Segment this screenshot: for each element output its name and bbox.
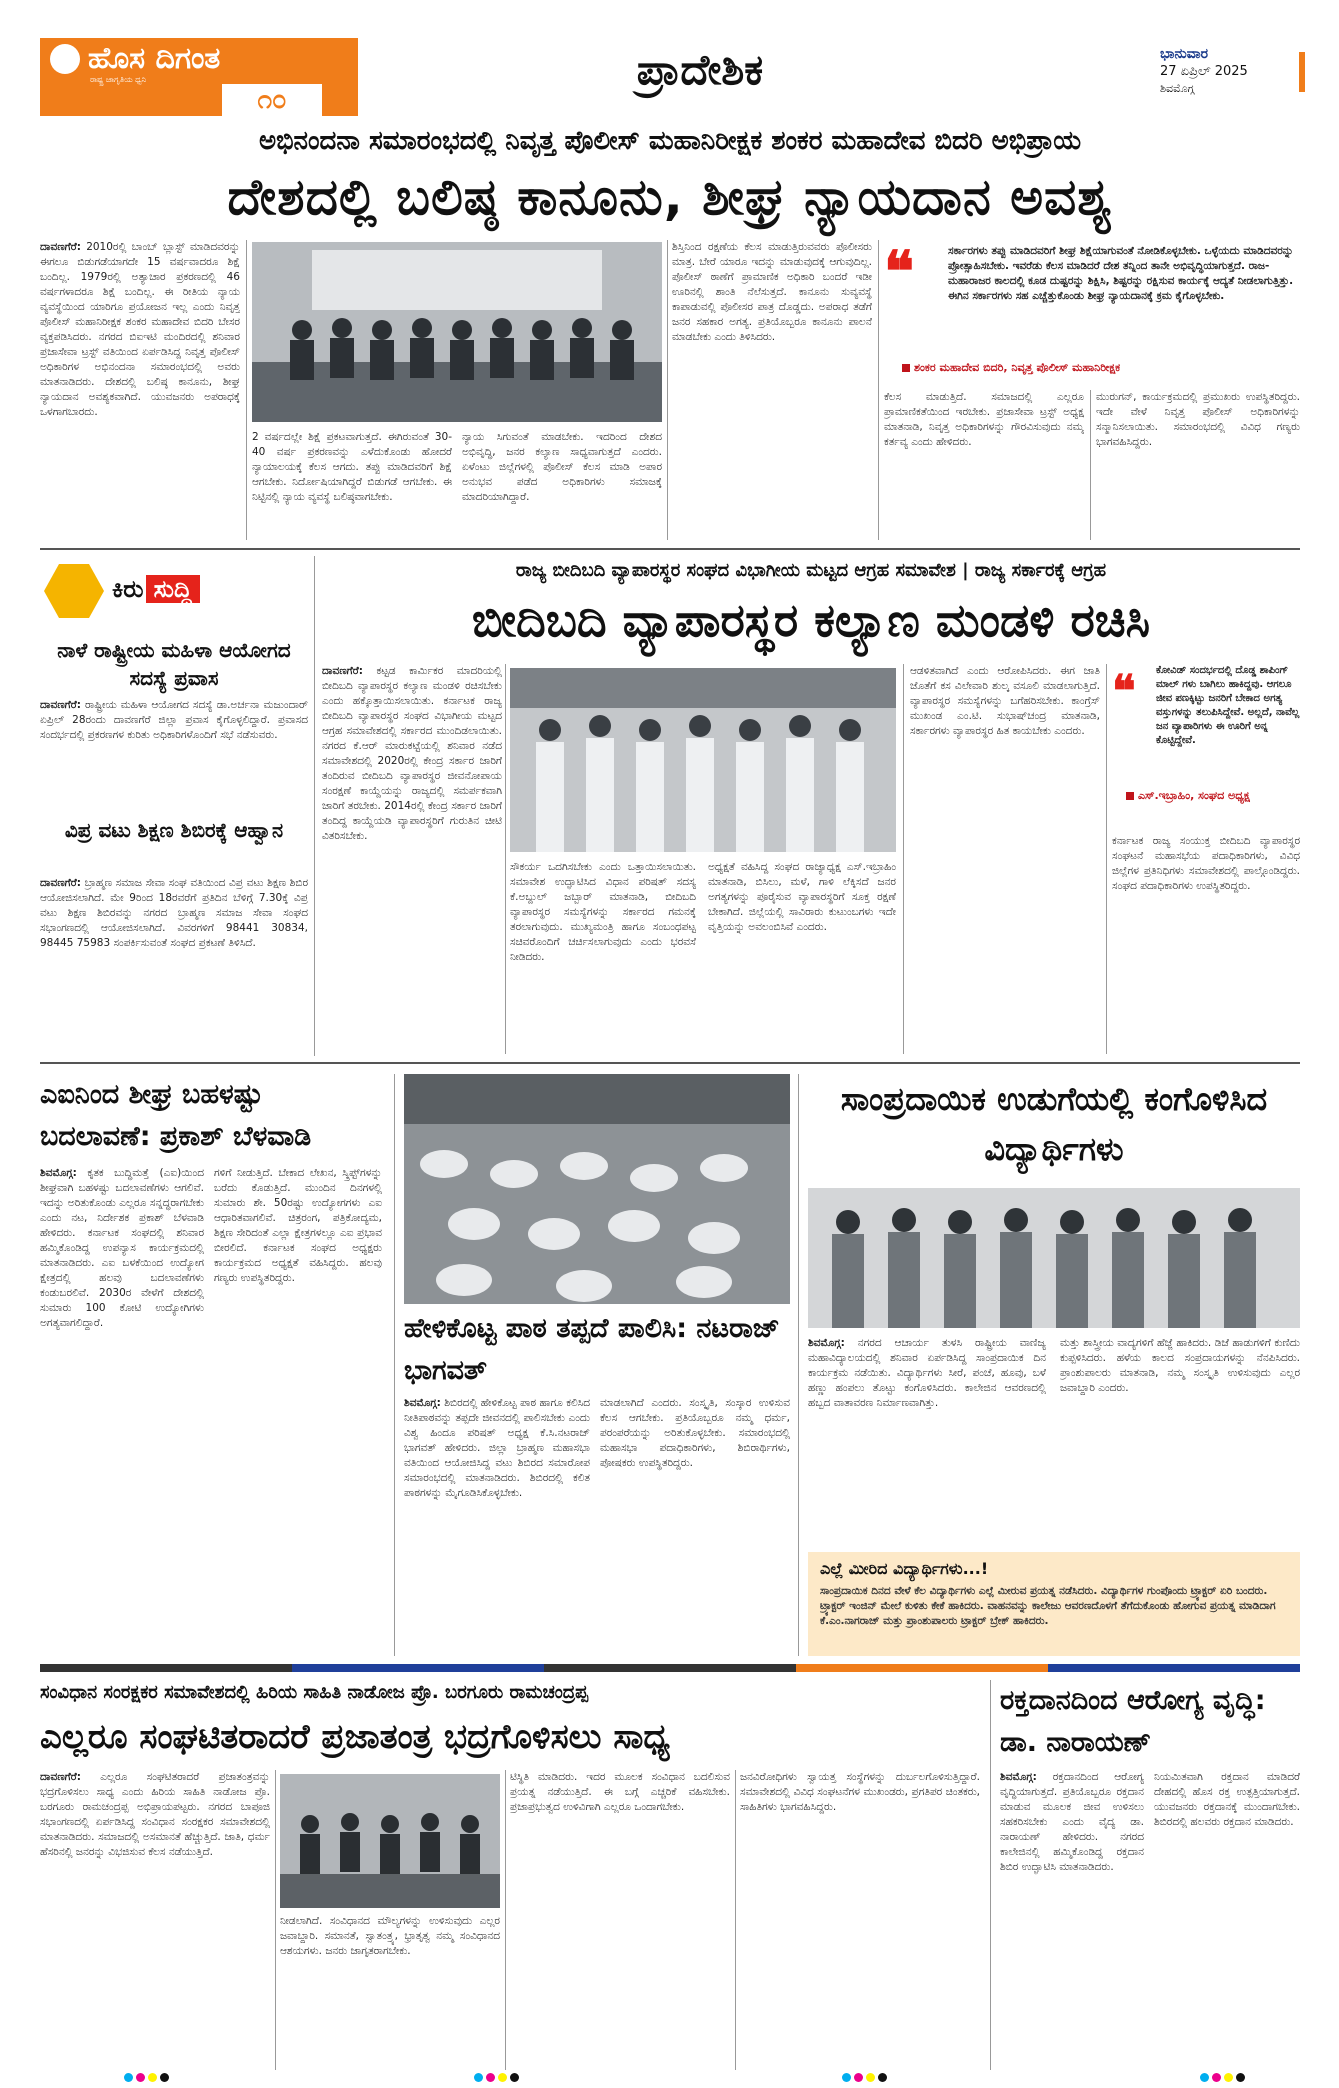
- vendor-column-3: [708, 860, 896, 1054]
- vendor-col4-text: ಆಡಳಿತವಾಗಿದೆ ಎಂದು ಆರೋಪಿಸಿದರು. ಈಗ ಜಾತಿ ಜೊತೆಗೆ ಕಸ ವಿಲೇವಾರಿ ಶುಲ್ಕ ವಸೂಲಿ ಮಾಡಲಾಗುತ್ತಿದೆ. ವ್ಯಾಪಾರಸ್ಥರ ಸಮಸ್ಯೆಗಳನ್ನು ಬಗೆಹರಿಸಬೇಕು. ಕಾಂಗ್ರೆಸ್ ಮುಖಂಡ ಎಂ.ಟಿ. ಸುಭಾಷ್‌ಚಂದ್ರ ಮಾತನಾಡಿ, ಸರ್ಕಾರಗಳು ವ್ಯಾಪಾರಸ್ಥರ ಹಿತ ಕಾಯಬೇಕು ಎಂದರು.: [910, 665, 1100, 737]
- lead-dateline: ದಾವಣಗೆರೆ:: [40, 241, 81, 253]
- logo-emblem-icon: [50, 44, 80, 74]
- heli-column-2: [600, 1396, 790, 1656]
- section-divider: [40, 548, 1300, 550]
- corner-accent: [1299, 52, 1305, 92]
- ai-dateline: ಶಿವಮೊಗ್ಗ:: [40, 1167, 77, 1179]
- vendor-col1-text: ಕಟ್ಟಡ ಕಾರ್ಮಿಕರ ಮಾದರಿಯಲ್ಲಿ ಬೀದಿಬದಿ ವ್ಯಾಪಾರಸ್ಥರ ಕಲ್ಯಾಣ ಮಂಡಳಿ ರಚಿಸಬೇಕು ಎಂದು ಹಕ್ಕೊತ್ತಾಯಿಸಲಾಯಿತು. ಕರ್ನಾಟಕ ರಾಜ್ಯ ಬೀದಿಬದಿ ವ್ಯಾಪಾರಸ್ಥರ ಸಂಘದ ವಿಭಾಗೀಯ ಮಟ್ಟದ ಆಗ್ರಹ ಸಮಾವೇಶದಲ್ಲಿ ಸರ್ಕಾರದ ಮುಂದಿಡಲಾಯಿತು. ನಗರದ ಕೆ.ಆರ್ ಮಾರುಕಟ್ಟೆಯಲ್ಲಿ ಶನಿವಾರ ನಡೆದ ಸಮಾವೇಶದಲ್ಲಿ 2020ರಲ್ಲಿ ಕೇಂದ್ರ ಸರ್ಕಾರ ಜಾರಿಗೆ ತಂದಿರುವ ಬೀದಿಬದಿ ವ್ಯಾಪಾರಸ್ಥರ ಜೀವನೋಪಾಯ ಸಂರಕ್ಷಣೆ ಕಾಯ್ದೆಯನ್ನು ರಾಜ್ಯದಲ್ಲಿ ಸಮರ್ಪಕವಾಗಿ ಜಾರಿಗೆ ತರಬೇಕು. 2014ರಲ್ಲಿ ಕೇಂದ್ರ ಸರ್ಕಾರ ಜಾರಿಗೆ ತಂದಿದ್ದ ಕಾಯ್ದೆಯಡಿ ವ್ಯಾಪಾರಸ್ಥರಿಗೆ ಗುರುತಿನ ಚೀಟಿ ವಿತರಿಸಬೇಕು.: [322, 665, 502, 842]
- logo-text: ಹೊಸ ದಿಗಂತ: [88, 41, 221, 76]
- byline-marker-icon: [1126, 792, 1134, 800]
- ai-column-2: [214, 1166, 382, 1656]
- rakta-headline: ರಕ್ತದಾನದಿಂದ ಆರೋಗ್ಯ ವೃದ್ಧಿ: ಡಾ. ನಾರಾಯಣ್: [1000, 1685, 1266, 1758]
- color-band: [40, 1664, 1300, 1672]
- column-divider: [735, 1770, 736, 2070]
- vendor-column-1: [322, 664, 502, 1054]
- heli-photo: [404, 1074, 790, 1304]
- vendor-column-2: [510, 860, 696, 1054]
- vendor-quote-byline: [1126, 788, 1300, 803]
- kiru-suddi-box: [40, 556, 308, 1056]
- logo-tagline: ರಾಷ್ಟ್ರ ಜಾಗೃತಿಯ ಧ್ವನಿ: [90, 75, 147, 84]
- sampra-column-1: [808, 1336, 1046, 1546]
- lead-col3-text: ನ್ಯಾಯ ಸಿಗುವಂತೆ ಮಾಡಬೇಕು. ಇದರಿಂದ ದೇಶದ ಅಭಿವೃದ್ಧಿ, ಜನರ ಕಲ್ಯಾಣ ಸಾಧ್ಯವಾಗುತ್ತದೆ ಎಂದರು. ಏಳೆಂಟು ಜಿಲ್ಲೆಗಳಲ್ಲಿ ಪೊಲೀಸ್ ಕೆಲಸ ಮಾಡಿ ಅಪಾರ ಅನುಭವ ಪಡೆದ ಅಧಿಕಾರಿಗಳು ಸಮಾಜಕ್ಕೆ ಮಾದರಿಯಾಗಿದ್ದಾರೆ.: [462, 431, 662, 503]
- vendor-col2-text: ಸೌಕರ್ಯ ಒದಗಿಸಬೇಕು ಎಂದು ಒತ್ತಾಯಿಸಲಾಯಿತು. ಸಮಾವೇಶ ಉದ್ಘಾಟಿಸಿದ ವಿಧಾನ ಪರಿಷತ್ ಸದಸ್ಯ ಕೆ.ಅಬ್ದುಲ್ ಜಬ್ಬಾರ್ ಮಾತನಾಡಿ, ಬೀದಿಬದಿ ವ್ಯಾಪಾರಸ್ಥರ ಸಮಸ್ಯೆಗಳನ್ನು ಸರ್ಕಾರದ ಗಮನಕ್ಕೆ ತರಲಾಗುವುದು. ಮುಖ್ಯಮಂತ್ರಿ ಹಾಗೂ ಸಂಬಂಧಪಟ್ಟ ಸಚಿವರೊಂದಿಗೆ ಚರ್ಚಿಸಲಾಗುವುದು ಎಂದು ಭರವಸೆ ನೀಡಿದರು.: [510, 861, 696, 963]
- ai-col2-text: ಗಳಿಗೆ ನೀಡುತ್ತಿದೆ. ಬೇಕಾದ ಲೇಖನ, ಸ್ಕ್ರಿಪ್ಟ್‌ಗಳನ್ನು ಬರೆದು ಕೊಡುತ್ತಿದೆ. ಮುಂದಿನ ದಿನಗಳಲ್ಲಿ ಸುಮಾರು ಶೇ. 50ರಷ್ಟು ಉದ್ಯೋಗಗಳು ಎಐ ಆಧಾರಿತವಾಗಲಿವೆ. ಚಿತ್ರರಂಗ, ಪತ್ರಿಕೋದ್ಯಮ, ಶಿಕ್ಷಣ ಸೇರಿದಂತೆ ಎಲ್ಲಾ ಕ್ಷೇತ್ರಗಳಲ್ಲೂ ಎಐ ಪ್ರಭಾವ ಬೀರಲಿದೆ. ಕರ್ನಾಟಕ ಸಂಘದ ಅಧ್ಯಕ್ಷರು ಕಾರ್ಯಕ್ರಮದ ಅಧ್ಯಕ್ಷತೆ ವಹಿಸಿದ್ದರು. ಹಲವು ಗಣ್ಯರು ಉಪಸ್ಥಿತರಿದ್ದರು.: [214, 1167, 382, 1284]
- reg-dot: [1236, 2073, 1245, 2082]
- reg-dot: [486, 2073, 495, 2082]
- issue-city: ಶಿವಮೊಗ್ಗ: [1160, 82, 1195, 95]
- lead-quote-text: ಸರ್ಕಾರಗಳು ತಪ್ಪು ಮಾಡಿದವರಿಗೆ ಶೀಘ್ರ ಶಿಕ್ಷೆಯಾಗುವಂತೆ ನೋಡಿಕೊಳ್ಳಬೇಕು. ಒಳ್ಳೆಯದು ಮಾಡಿದವರನ್ನು ಪ್ರೋತ್ಸಾಹಿಸಬೇಕು. ಇವರೆಡು ಕೆಲಸ ಮಾಡಿದರೆ ದೇಶ ತನ್ನಿಂದ ತಾನೇ ಅಭಿವೃದ್ಧಿಯಾಗುತ್ತದೆ. ರಾಜ-ಮಹಾರಾಜರ ಕಾಲದಲ್ಲಿ ಕೂಡ ದುಷ್ಟರನ್ನು ಶಿಕ್ಷಿಸಿ, ಶಿಷ್ಟರನ್ನು ರಕ್ಷಿಸುವ ಕಾರ್ಯಕ್ಕೆ ಆದ್ಯತೆ ನೀಡಲಾಗುತ್ತಿತ್ತು. ಈಗಿನ ಸರ್ಕಾರಗಳು ಸಹ ಎಚ್ಚೆತ್ತುಕೊಂಡು ಶೀಘ್ರ ನ್ಯಾಯದಾನಕ್ಕೆ ಕ್ರಮ ಕೈಗೊಳ್ಳಬೇಕು.: [948, 245, 1294, 302]
- elli-box: [808, 1552, 1300, 1656]
- quote-mark-icon: ❝: [1112, 666, 1136, 717]
- lead-col5-text: ಕೆಲಸ ಮಾಡುತ್ತಿದೆ. ಸಮಾಜದಲ್ಲಿ ಎಲ್ಲರೂ ಪ್ರಾಮಾಣಿಕತೆಯಿಂದ ಇರಬೇಕು. ಪ್ರಜಾಸೇವಾ ಟ್ರಸ್ಟ್ ಅಧ್ಯಕ್ಷ ಮಾತನಾಡಿ, ನಿವೃತ್ತ ಅಧಿಕಾರಿಗಳನ್ನು ಗೌರವಿಸುವುದು ನಮ್ಮ ಕರ್ತವ್ಯ ಎಂದು ಹೇಳಿದರು.: [884, 391, 1084, 448]
- reg-dot: [474, 2073, 483, 2082]
- samvi-dateline: ದಾವಣಗೆರೆ:: [40, 1771, 81, 1783]
- column-divider: [394, 1074, 395, 1656]
- band-segment: [796, 1664, 1048, 1672]
- reg-dot: [136, 2073, 145, 2082]
- lead-column-3: [462, 430, 662, 540]
- lead-col6-text: ಮುರುಗನ್, ಕಾರ್ಯಕ್ರಮದಲ್ಲಿ ಪ್ರಮುಖರು ಉಪಸ್ಥಿತರಿದ್ದರು. ಇದೇ ವೇಳೆ ನಿವೃತ್ತ ಪೊಲೀಸ್ ಅಧಿಕಾರಿಗಳನ್ನು ಸನ್ಮಾನಿಸಲಾಯಿತು. ಸಮಾರಂಭದಲ್ಲಿ ವಿವಿಧ ಗಣ್ಯರು ಭಾಗವಹಿಸಿದ್ದರು.: [1096, 391, 1300, 448]
- lead-quote-byline: [902, 360, 1300, 375]
- kiru-label-b: ಸುದ್ದಿ: [146, 575, 200, 603]
- kiru-item2-title: ವಿಪ್ರ ವಟು ಶಿಕ್ಷಣ ಶಿಬಿರಕ್ಕೆ ಆಹ್ವಾನ: [64, 818, 284, 842]
- column-divider: [903, 664, 904, 1054]
- lead-quote: [884, 239, 1300, 382]
- byline-marker-icon: [902, 364, 910, 372]
- vendor-dateline: ದಾವಣಗೆರೆ:: [322, 665, 363, 677]
- kiru-label: [112, 572, 200, 606]
- band-segment: [292, 1664, 544, 1672]
- column-divider: [1090, 390, 1091, 540]
- rakta-column-1: [1000, 1770, 1144, 2070]
- rakta-col2-text: ನಿಯಮಿತವಾಗಿ ರಕ್ತದಾನ ಮಾಡಿದರೆ ದೇಹದಲ್ಲಿ ಹೊಸ ರಕ್ತ ಉತ್ಪತ್ತಿಯಾಗುತ್ತದೆ. ಯುವಜನರು ರಕ್ತದಾನಕ್ಕೆ ಮುಂದಾಗಬೇಕು. ಶಿಬಿರದಲ್ಲಿ ಹಲವರು ರಕ್ತದಾನ ಮಾಡಿದರು.: [1154, 1771, 1300, 1828]
- vendor-headline: ಬೀದಿಬದಿ ವ್ಯಾಪಾರಸ್ಥರ ಕಲ್ಯಾಣ ಮಂಡಳಿ ರಚಿಸಿ: [471, 593, 1151, 647]
- column-divider: [505, 1770, 506, 2070]
- vendor-quote-text: ಕೋವಿಡ್ ಸಂದರ್ಭದಲ್ಲಿ ದೊಡ್ಡ ಶಾಪಿಂಗ್ ಮಾಲ್ ಗಳು ಬಾಗಿಲು ಹಾಕಿದ್ದವು. ಆಗಲೂ ಜೀವ ಪಣಕ್ಕಿಟ್ಟು ಜನರಿಗೆ ಬೇಕಾದ ಅಗತ್ಯ ವಸ್ತುಗಳನ್ನು ತಲುಪಿಸಿದ್ದೇವೆ. ಅಲ್ಲದೆ, ನಾವೆಲ್ಲ ಜನ ವ್ಯಾಪಾರಿಗಳು ಈ ಊರಿಗೆ ಅನ್ನ ಕೊಟ್ಟಿದ್ದೇವೆ.: [1156, 665, 1300, 746]
- section-title: ಪ್ರಾದೇಶಿಕ: [636, 45, 764, 94]
- column-divider: [314, 556, 315, 1056]
- column-divider: [1106, 664, 1107, 1054]
- heli-col1-text: ಶಿಬಿರದಲ್ಲಿ ಹೇಳಿಕೊಟ್ಟ ಪಾಠ ಹಾಗೂ ಕಲಿಸಿದ ನೀತಿಪಾಠವನ್ನು ತಪ್ಪದೇ ಜೀವನದಲ್ಲಿ ಪಾಲಿಸಬೇಕು ಎಂದು ವಿಶ್ವ ಹಿಂದೂ ಪರಿಷತ್ ಅಧ್ಯಕ್ಷ ಕೆ.ಸಿ.ನಟರಾಜ್ ಭಾಗವತ್ ಹೇಳಿದರು. ಜಿಲ್ಲಾ ಬ್ರಾಹ್ಮಣ ಮಹಾಸಭಾ ವತಿಯಿಂದ ಆಯೋಜಿಸಿದ್ದ ವಟು ಶಿಬಿರದ ಸಮಾರೋಪ ಸಮಾರಂಭದಲ್ಲಿ ಮಾತನಾಡಿದರು. ಶಿಬಿರದಲ್ಲಿ ಕಲಿತ ಪಾಠಗಳನ್ನು ಮೈಗೂಡಿಸಿಕೊಳ್ಳಬೇಕು.: [404, 1397, 590, 1499]
- kiru-item1-text: ರಾಷ್ಟ್ರೀಯ ಮಹಿಳಾ ಆಯೋಗದ ಸದಸ್ಯೆ ಡಾ.ಅರ್ಚನಾ ಮಜುಂದಾರ್ ಏಪ್ರಿಲ್ 28ರಂದು ದಾವಣಗೆರೆ ಜಿಲ್ಲಾ ಪ್ರವಾಸ ಕೈಗೊಳ್ಳಲಿದ್ದಾರೆ. ಪ್ರವಾಸದ ಸಂದರ್ಭದಲ್ಲಿ ಪ್ರಕರಣಗಳ ಕುರಿತು ಅಧಿಕಾರಿಗಳೊಂದಿಗೆ ಸಭೆ ನಡೆಸುವರು.: [40, 699, 308, 741]
- sampra-dateline: ಶಿವಮೊಗ್ಗ:: [808, 1337, 845, 1349]
- column-divider: [246, 240, 247, 540]
- registration-mark: [1200, 2073, 1245, 2082]
- registration-mark: [842, 2073, 887, 2082]
- vendor-quote-byline-text: ಎಸ್.ಇಬ್ರಾಹಿಂ, ಸಂಘದ ಅಧ್ಯಕ್ಷ: [1138, 789, 1250, 802]
- sampra-column-2: [1060, 1336, 1300, 1546]
- column-divider: [798, 1074, 799, 1656]
- rakta-column-2: [1154, 1770, 1300, 2070]
- ai-headline: ಎಐನಿಂದ ಶೀಘ್ರ ಬಹಳಷ್ಟು ಬದಲಾವಣೆ: ಪ್ರಕಾಶ್ ಬೆಳವಾಡಿ: [40, 1079, 312, 1152]
- samvi-column-1: [40, 1770, 270, 2070]
- lead-column-4: [672, 240, 872, 540]
- vendor-photo: [510, 668, 896, 852]
- column-divider: [505, 664, 506, 1054]
- registration-mark: [124, 2073, 169, 2082]
- lead-quote-byline-text: ಶಂಕರ ಮಹಾದೇವ ಬಿದರಿ, ನಿವೃತ್ತ ಪೊಲೀಸ್ ಮಹಾನಿರೀಕ್ಷಕ: [914, 361, 1121, 374]
- samvi-column-2: [280, 1914, 500, 2070]
- page-number: ೧೦: [222, 84, 322, 116]
- samvi-photo: [280, 1774, 500, 1908]
- sampra-col2-text: ಮತ್ತು ಶಾಸ್ತ್ರೀಯ ವಾದ್ಯಗಳಿಗೆ ಹೆಜ್ಜೆ ಹಾಕಿದರು. ಡಿಜೆ ಹಾಡುಗಳಿಗೆ ಕುಣಿದು ಕುಪ್ಪಳಿಸಿದರು. ಹಳೆಯ ಕಾಲದ ಸಂಪ್ರದಾಯಗಳನ್ನು ನೆನಪಿಸಿದರು. ಪ್ರಾಂಶುಪಾಲರು ಮಾತನಾಡಿ, ನಮ್ಮ ಸಂಸ್ಕೃತಿ ಉಳಿಸುವುದು ಎಲ್ಲರ ಜವಾಬ್ದಾರಿ ಎಂದರು.: [1060, 1337, 1300, 1394]
- heli-headline: ಹೇಳಿಕೊಟ್ಟ ಪಾಠ ತಪ್ಪದೆ ಪಾಲಿಸಿ: ನಟರಾಜ್ ಭಾಗವತ್: [404, 1313, 780, 1386]
- lead-headline: ದೇಶದಲ್ಲಿ ಬಲಿಷ್ಠ ಕಾನೂನು, ಶೀಘ್ರ ನ್ಯಾಯದಾನ ಅವಶ್ಯ: [227, 168, 1113, 226]
- samvi-col1-text: ಎಲ್ಲರೂ ಸಂಘಟಿತರಾದರೆ ಪ್ರಜಾತಂತ್ರವನ್ನು ಭದ್ರಗೊಳಿಸಲು ಸಾಧ್ಯ ಎಂದು ಹಿರಿಯ ಸಾಹಿತಿ ನಾಡೋಜ ಪ್ರೊ. ಬರಗೂರು ರಾಮಚಂದ್ರಪ್ಪ ಅಭಿಪ್ರಾಯಪಟ್ಟರು. ನಗರದ ಬಾಪೂಜಿ ಸಭಾಂಗಣದಲ್ಲಿ ಏರ್ಪಡಿಸಿದ್ದ ಸಂವಿಧಾನ ಸಂರಕ್ಷಕರ ಸಮಾವೇಶದಲ್ಲಿ ಮಾತನಾಡಿದರು. ಸಮಾಜದಲ್ಲಿ ಅಸಮಾನತೆ ಹೆಚ್ಚುತ್ತಿದೆ. ಜಾತಿ, ಧರ್ಮ ಹೆಸರಿನಲ್ಲಿ ಜನರನ್ನು ವಿಭಜಿಸುವ ಕೆಲಸ ನಡೆಯುತ್ತಿದೆ.: [40, 1771, 270, 1858]
- kiru-item2-dateline: ದಾವಣಗೆರೆ:: [40, 877, 81, 889]
- lead-col1-text: 2010ರಲ್ಲಿ ಬಾಂಬ್ ಬ್ಲಾಸ್ಟ್ ಮಾಡಿದವರನ್ನು ಈಗಲೂ ಬಿಡುಗಡೆಯಾಗದೇ 15 ವರ್ಷವಾದರೂ ಶಿಕ್ಷೆ ಬಂದಿಲ್ಲ. 1979ರಲ್ಲಿ ಅತ್ಯಾಚಾರ ಪ್ರಕರಣದಲ್ಲಿ 46 ವರ್ಷಗಳಾದರೂ ಶಿಕ್ಷೆ ಬಂದಿಲ್ಲ. ಈ ರೀತಿಯ ನ್ಯಾಯ ವ್ಯವಸ್ಥೆಯಿಂದ ಯಾರಿಗೂ ಪ್ರಯೋಜನ ಇಲ್ಲ ಎಂದು ನಿವೃತ್ತ ಪೊಲೀಸ್ ಮಹಾನಿರೀಕ್ಷಕ ಶಂಕರ ಮಹಾದೇವ ಬಿದರಿ ಬೇಸರ ವ್ಯಕ್ತಪಡಿಸಿದರು. ನಗರದ ಬಿಐಇಟಿ ಮಂದಿರದಲ್ಲಿ ಶನಿವಾರ ಪ್ರಜಾಸೇವಾ ಟ್ರಸ್ಟ್ ವತಿಯಿಂದ ಏರ್ಪಡಿಸಿದ್ದ ನಿವೃತ್ತ ಪೊಲೀಸ್ ಅಧಿಕಾರಿಗಳ ಅಭಿನಂದನಾ ಸಮಾರಂಭದಲ್ಲಿ ಅವರು ಮಾತನಾಡಿದರು. ದೇಶದಲ್ಲಿ ಬಲಿಷ್ಠ ಕಾನೂನು, ಶೀಘ್ರ ನ್ಯಾಯದಾನ ಅವಶ್ಯಕವಾಗಿದೆ. ಯುವಜನರು ಅಪರಾಧಕ್ಕೆ ಒಳಗಾಗಬಾರದು.: [40, 241, 240, 418]
- kiru-item1-dateline: ದಾವಣಗೆರೆ:: [40, 699, 81, 711]
- column-divider: [990, 1680, 991, 2070]
- rakta-col1-text: ರಕ್ತದಾನದಿಂದ ಆರೋಗ್ಯ ವೃದ್ಧಿಯಾಗುತ್ತದೆ. ಪ್ರತಿಯೊಬ್ಬರೂ ರಕ್ತದಾನ ಮಾಡುವ ಮೂಲಕ ಜೀವ ಉಳಿಸಲು ಸಹಕರಿಸಬೇಕು ಎಂದು ವೈದ್ಯ ಡಾ. ನಾರಾಯಣ್ ಹೇಳಿದರು. ನಗರದ ಕಾಲೇಜಿನಲ್ಲಿ ಹಮ್ಮಿಕೊಂಡಿದ್ದ ರಕ್ತದಾನ ಶಿಬಿರ ಉದ್ಘಾಟಿಸಿ ಮಾತನಾಡಿದರು.: [1000, 1771, 1144, 1873]
- lead-column-2: [252, 430, 452, 540]
- kiru-item1-body: [40, 698, 308, 808]
- sampra-photo: [808, 1188, 1300, 1328]
- band-segment: [544, 1664, 796, 1672]
- reg-dot: [124, 2073, 133, 2082]
- samvi-col2-text: ನೀಡಲಾಗಿದೆ. ಸಂವಿಧಾನದ ಮೌಲ್ಯಗಳನ್ನು ಉಳಿಸುವುದು ಎಲ್ಲರ ಜವಾಬ್ದಾರಿ. ಸಮಾನತೆ, ಸ್ವಾತಂತ್ರ್ಯ, ಭ್ರಾತೃತ್ವ ನಮ್ಮ ಸಂವಿಧಾನದ ಆಶಯಗಳು. ಜನರು ಜಾಗೃತರಾಗಬೇಕು.: [280, 1915, 500, 1957]
- samvi-kicker: ಸಂವಿಧಾನ ಸಂರಕ್ಷಕರ ಸಮಾವೇಶದಲ್ಲಿ ಹಿರಿಯ ಸಾಹಿತಿ ನಾಡೋಜ ಪ್ರೊ. ಬರಗೂರು ರಾಮಚಂದ್ರಪ್ಪ: [40, 1682, 589, 1703]
- heli-column-1: [404, 1396, 590, 1656]
- column-divider: [667, 240, 668, 540]
- lead-col4-text: ಶಿಸ್ತಿನಿಂದ ರಕ್ಷಣೆಯ ಕೆಲಸ ಮಾಡುತ್ತಿರುವವರು ಪೊಲೀಸರು ಮಾತ್ರ. ಬೇರೆ ಯಾರೂ ಇದನ್ನು ಮಾಡುವುದಕ್ಕೆ ಆಗುವುದಿಲ್ಲ. ಪೊಲೀಸ್ ಠಾಣೆಗೆ ಪ್ರಾಮಾಣಿಕ ಅಧಿಕಾರಿ ಬಂದರೆ ಇಡೀ ಊರಿನಲ್ಲಿ ಶಾಂತಿ ನೆಲೆಸುತ್ತದೆ. ಕಾನೂನು ಸುವ್ಯವಸ್ಥೆ ಕಾಪಾಡುವಲ್ಲಿ ಪೊಲೀಸರ ಪಾತ್ರ ದೊಡ್ಡದು. ಅಪರಾಧ ತಡೆಗೆ ಜನರ ಸಹಕಾರ ಅಗತ್ಯ. ಪ್ರತಿಯೊಬ್ಬರೂ ಕಾನೂನು ಪಾಲನೆ ಮಾಡಬೇಕು ಎಂದು ತಿಳಿಸಿದರು.: [672, 241, 872, 343]
- vendor-column-4: [910, 664, 1100, 1054]
- heli-dateline: ಶಿವಮೊಗ್ಗ:: [404, 1397, 441, 1409]
- masthead: [0, 0, 1339, 122]
- heli-col2-text: ಮಾಡಲಾಗಿದೆ ಎಂದರು. ಸಂಸ್ಕೃತಿ, ಸಂಸ್ಕಾರ ಉಳಿಸುವ ಕೆಲಸ ಆಗಬೇಕು. ಪ್ರತಿಯೊಬ್ಬರೂ ನಮ್ಮ ಧರ್ಮ, ಪರಂಪರೆಯನ್ನು ಅರಿತುಕೊಳ್ಳಬೇಕು. ಸಮಾರಂಭದಲ್ಲಿ ಮಹಾಸಭಾ ಪದಾಧಿಕಾರಿಗಳು, ಶಿಬಿರಾರ್ಥಿಗಳು, ಪೋಷಕರು ಉಪಸ್ಥಿತರಿದ್ದರು.: [600, 1397, 790, 1469]
- samvi-column-3: [510, 1770, 730, 2070]
- reg-dot: [1224, 2073, 1233, 2082]
- lead-photo: [252, 242, 662, 422]
- ai-col1-text: ಕೃತಕ ಬುದ್ಧಿಮತ್ತೆ (ಎಐ)ಯಿಂದ ಶೀಘ್ರವಾಗಿ ಬಹಳಷ್ಟು ಬದಲಾವಣೆಗಳು ಆಗಲಿವೆ. ಇದನ್ನು ಅರಿತುಕೊಂಡು ಎಲ್ಲರೂ ಸನ್ನದ್ಧರಾಗಬೇಕು ಎಂದು ನಟ, ನಿರ್ದೇಶಕ ಪ್ರಕಾಶ್ ಬೆಳವಾಡಿ ಹೇಳಿದರು. ಕರ್ನಾಟಕ ಸಂಘದಲ್ಲಿ ಶನಿವಾರ ಹಮ್ಮಿಕೊಂಡಿದ್ದ ಉಪನ್ಯಾಸ ಕಾರ್ಯಕ್ರಮದಲ್ಲಿ ಮಾತನಾಡಿದರು. ಎಐ ಬಳಕೆಯಿಂದ ಉದ್ಯೋಗ ಕ್ಷೇತ್ರದಲ್ಲಿ ಹಲವು ಬದಲಾವಣೆಗಳು ಕಂಡುಬರಲಿವೆ. 2030ರ ವೇಳೆಗೆ ದೇಶದಲ್ಲಿ ಸುಮಾರು 100 ಕೋಟಿ ಉದ್ಯೋಗಿಗಳು ಅಗತ್ಯವಾಗಲಿದ್ದಾರೆ.: [40, 1167, 204, 1329]
- column-divider: [275, 1770, 276, 2070]
- reg-dot: [878, 2073, 887, 2082]
- lead-column-5: [884, 390, 1084, 540]
- sampra-col1-text: ನಗರದ ಆಚಾರ್ಯ ತುಳಸಿ ರಾಷ್ಟ್ರೀಯ ವಾಣಿಜ್ಯ ಮಹಾವಿದ್ಯಾಲಯದಲ್ಲಿ ಶನಿವಾರ ಏರ್ಪಡಿಸಿದ್ದ ಸಾಂಪ್ರದಾಯಿಕ ದಿನ ಕಾರ್ಯಕ್ರಮ ನಡೆಯಿತು. ವಿದ್ಯಾರ್ಥಿಗಳು ಸೀರೆ, ಪಂಚೆ, ಹೂವು, ಬಳೆ ಹಣ್ಣು ಹಂಪಲು ತೊಟ್ಟು ಕಂಗೊಳಿಸಿದರು. ಕಾಲೇಜಿನ ಆವರಣದಲ್ಲಿ ಹಬ್ಬದ ವಾತಾವರಣ ನಿರ್ಮಾಣವಾಗಿತ್ತು.: [808, 1337, 1046, 1409]
- elli-title: ಎಲ್ಲೆ ಮೀರಿದ ವಿದ್ಯಾರ್ಥಿಗಳು...!: [820, 1559, 989, 1578]
- issue-day: ಭಾನುವಾರ: [1160, 46, 1209, 62]
- reg-dot: [1200, 2073, 1209, 2082]
- band-segment: [40, 1664, 292, 1672]
- kiru-item2-text: ಬ್ರಾಹ್ಮಣ ಸಮಾಜ ಸೇವಾ ಸಂಘ ವತಿಯಿಂದ ವಿಪ್ರ ವಟು ಶಿಕ್ಷಣ ಶಿಬಿರ ಆಯೋಜಿಸಲಾಗಿದೆ. ಮೇ 9ರಿಂದ 18ರವರೆಗೆ ಪ್ರತಿದಿನ ಬೆಳಿಗ್ಗೆ 7.30ಕ್ಕೆ ವಿಪ್ರ ವಟು ಶಿಕ್ಷಣ ಶಿಬಿರವನ್ನು ನಗರದ ಬ್ರಾಹ್ಮಣ ಸಮಾಜ ಸೇವಾ ಸಂಘದ ಸಭಾಂಗಣದಲ್ಲಿ ಆಯೋಜಿಸಲಾಗಿದೆ.: [40, 877, 308, 934]
- ai-column-1: [40, 1166, 204, 1656]
- samvi-col4-text: ಜನವಿರೋಧಿಗಳು ಸ್ವಾಯತ್ತ ಸಂಸ್ಥೆಗಳನ್ನು ದುರ್ಬಲಗೊಳಿಸುತ್ತಿದ್ದಾರೆ. ಸಮಾವೇಶದಲ್ಲಿ ವಿವಿಧ ಸಂಘಟನೆಗಳ ಮುಖಂಡರು, ಪ್ರಗತಿಪರ ಚಿಂತಕರು, ಸಾಹಿತಿಗಳು ಭಾಗವಹಿಸಿದ್ದರು.: [740, 1771, 980, 1813]
- reg-dot: [160, 2073, 169, 2082]
- band-segment: [1048, 1664, 1300, 1672]
- kiru-hand-icon: [44, 564, 104, 618]
- vendor-col3-text: ಅಧ್ಯಕ್ಷತೆ ವಹಿಸಿದ್ದ ಸಂಘದ ರಾಜ್ಯಾಧ್ಯಕ್ಷ ಎಸ್.ಇಬ್ರಾಹಿಂ ಮಾತನಾಡಿ, ಬಿಸಿಲು, ಮಳೆ, ಗಾಳಿ ಲೆಕ್ಕಿಸದೆ ಜನರ ಅಗತ್ಯಗಳನ್ನು ಪೂರೈಸುವ ವ್ಯಾಪಾರಸ್ಥರಿಗೆ ಸೂಕ್ತ ರಕ್ಷಣೆ ಬೇಕಾಗಿದೆ. ಜಿಲ್ಲೆಯಲ್ಲಿ ಸಾವಿರಾರು ಕುಟುಂಬಗಳು ಇದೇ ವೃತ್ತಿಯನ್ನು ಅವಲಂಬಿಸಿವೆ ಎಂದರು.: [708, 861, 896, 933]
- samvi-headline: ಎಲ್ಲರೂ ಸಂಘಟಿತರಾದರೆ ಪ್ರಜಾತಂತ್ರ ಭದ್ರಗೊಳಿಸಲು ಸಾಧ್ಯ: [40, 1717, 671, 1757]
- vendor-col5-text: ಕರ್ನಾಟಕ ರಾಜ್ಯ ಸಂಯುಕ್ತ ಬೀದಿಬದಿ ವ್ಯಾಪಾರಸ್ಥರ ಸಂಘಟನೆ ಮಹಾಸಭೆಯ ಪದಾಧಿಕಾರಿಗಳು, ವಿವಿಧ ಜಿಲ್ಲೆಗಳ ಪ್ರತಿನಿಧಿಗಳು ಸಮಾವೇಶದಲ್ಲಿ ಪಾಲ್ಗೊಂಡಿದ್ದರು. ಸಂಘದ ಪದಾಧಿಕಾರಿಗಳು ಉಪಸ್ಥಿತರಿದ್ದರು.: [1112, 835, 1300, 892]
- registration-mark: [474, 2073, 519, 2082]
- reg-dot: [148, 2073, 157, 2082]
- reg-dot: [1212, 2073, 1221, 2082]
- reg-dot: [842, 2073, 851, 2082]
- lead-kicker: ಅಭಿನಂದನಾ ಸಮಾರಂಭದಲ್ಲಿ ನಿವೃತ್ತ ಪೊಲೀಸ್ ಮಹಾನಿರೀಕ್ಷಕ ಶಂಕರ ಮಹಾದೇವ ಬಿದರಿ ಅಭಿಪ್ರಾಯ: [258, 126, 1082, 156]
- column-divider: [878, 240, 879, 540]
- reg-dot: [498, 2073, 507, 2082]
- kiru-item1-title: ನಾಳೆ ರಾಷ್ಟ್ರೀಯ ಮಹಿಳಾ ಆಯೋಗದ ಸದಸ್ಯೆ ಪ್ರವಾಸ: [57, 638, 291, 690]
- lead-column-1: [40, 240, 240, 540]
- samvi-col3-text: ಟಿಸ್ಥಿತಿ ಮಾಡಿದರು. ಇದರ ಮೂಲಕ ಸಂವಿಧಾನ ಬದಲಿಸುವ ಪ್ರಯತ್ನ ನಡೆಯುತ್ತಿದೆ. ಈ ಬಗ್ಗೆ ಎಚ್ಚರಿಕೆ ವಹಿಸಬೇಕು. ಪ್ರಜಾಪ್ರಭುತ್ವದ ಉಳಿವಿಗಾಗಿ ಎಲ್ಲರೂ ಒಂದಾಗಬೇಕು.: [510, 1771, 730, 1813]
- rakta-dateline: ಶಿವಮೊಗ್ಗ:: [1000, 1771, 1037, 1783]
- reg-dot: [510, 2073, 519, 2082]
- quote-mark-icon: ❝: [884, 239, 915, 305]
- lead-col2-text: 2 ವರ್ಷದಲ್ಲೇ ಶಿಕ್ಷೆ ಪ್ರಕಟವಾಗುತ್ತದೆ. ಈಗಿರುವಂತೆ 30-40 ವರ್ಷ ಪ್ರಕರಣವನ್ನು ಎಳೆದುಕೊಂಡು ಹೋದರೆ ನ್ಯಾಯಾಲಯಕ್ಕೆ ಕೆಲಸ ಆಗದು. ತಪ್ಪು ಮಾಡಿದವರಿಗೆ ಶಿಕ್ಷೆ ಆಗಬೇಕು. ನಿರ್ದೋಷಿಯಾಗಿದ್ದರೆ ಬಿಡುಗಡೆ ಆಗಬೇಕು. ಈ ನಿಟ್ಟಿನಲ್ಲಿ ನ್ಯಾಯ ವ್ಯವಸ್ಥೆ ಬಲಿಷ್ಠವಾಗಬೇಕು.: [252, 431, 452, 503]
- samvi-column-4: [740, 1770, 980, 2070]
- kiru-label-a: ಕಿರು: [112, 575, 144, 603]
- logo-block: [40, 38, 358, 116]
- reg-dot: [854, 2073, 863, 2082]
- reg-dot: [866, 2073, 875, 2082]
- elli-body: ಸಾಂಪ್ರದಾಯಿಕ ದಿನದ ವೇಳೆ ಕೆಲ ವಿದ್ಯಾರ್ಥಿಗಳು ಎಲ್ಲೆ ಮೀರುವ ಪ್ರಯತ್ನ ನಡೆಸಿದರು. ವಿದ್ಯಾರ್ಥಿಗಳ ಗುಂಪೊಂದು ಟ್ರ್ಯಾಕ್ಟರ್ ಏರಿ ಬಂದರು. ಟ್ರ್ಯಾಕ್ಟರ್ ಇಂಜಿನ್ ಮೇಲೆ ಕುಳಿತು ಕೇಕೆ ಹಾಕಿದರು. ವಾಹನವನ್ನು ಕಾಲೇಜು ಆವರಣದೊಳಗೆ ತೆಗೆದುಕೊಂಡು ಹೋಗುವ ಪ್ರಯತ್ನ ಮಾಡಿದಾಗ ಕೆ.ಎಂ.ನಾಗರಾಜ್ ಮತ್ತು ಪ್ರಾಂಶುಪಾಲರು ಟ್ರಾಕ್ಟರ್ ಬ್ರೇಕ್ ಹಾಕಿದರು.: [820, 1585, 1276, 1627]
- vendor-column-5: [1112, 834, 1300, 1054]
- vendor-quote: [1112, 664, 1300, 824]
- kiru-item2-body: [40, 876, 308, 1046]
- lead-column-6: [1096, 390, 1300, 540]
- vendor-kicker: ರಾಜ್ಯ ಬೀದಿಬದಿ ವ್ಯಾಪಾರಸ್ಥರ ಸಂಘದ ವಿಭಾಗೀಯ ಮಟ್ಟದ ಆಗ್ರಹ ಸಮಾವೇಶ | ರಾಜ್ಯ ಸರ್ಕಾರಕ್ಕೆ ಆಗ್ರಹ: [515, 560, 1107, 581]
- section-divider: [40, 1062, 1300, 1064]
- sampra-headline: ಸಾಂಪ್ರದಾಯಿಕ ಉಡುಗೆಯಲ್ಲಿ ಕಂಗೊಳಿಸಿದ ವಿದ್ಯಾರ್ಥಿಗಳು: [840, 1080, 1268, 1168]
- issue-date: 27 ಏಪ್ರಿಲ್ 2025: [1160, 64, 1248, 79]
- kiru-item2-contact: ವಿವರಗಳಿಗೆ 98441 30834, 98445 75983 ಸಂಪರ್ಕಿಸುವಂತೆ ಸಂಘದ ಪ್ರಕಟಣೆ ತಿಳಿಸಿದೆ.: [40, 922, 308, 949]
